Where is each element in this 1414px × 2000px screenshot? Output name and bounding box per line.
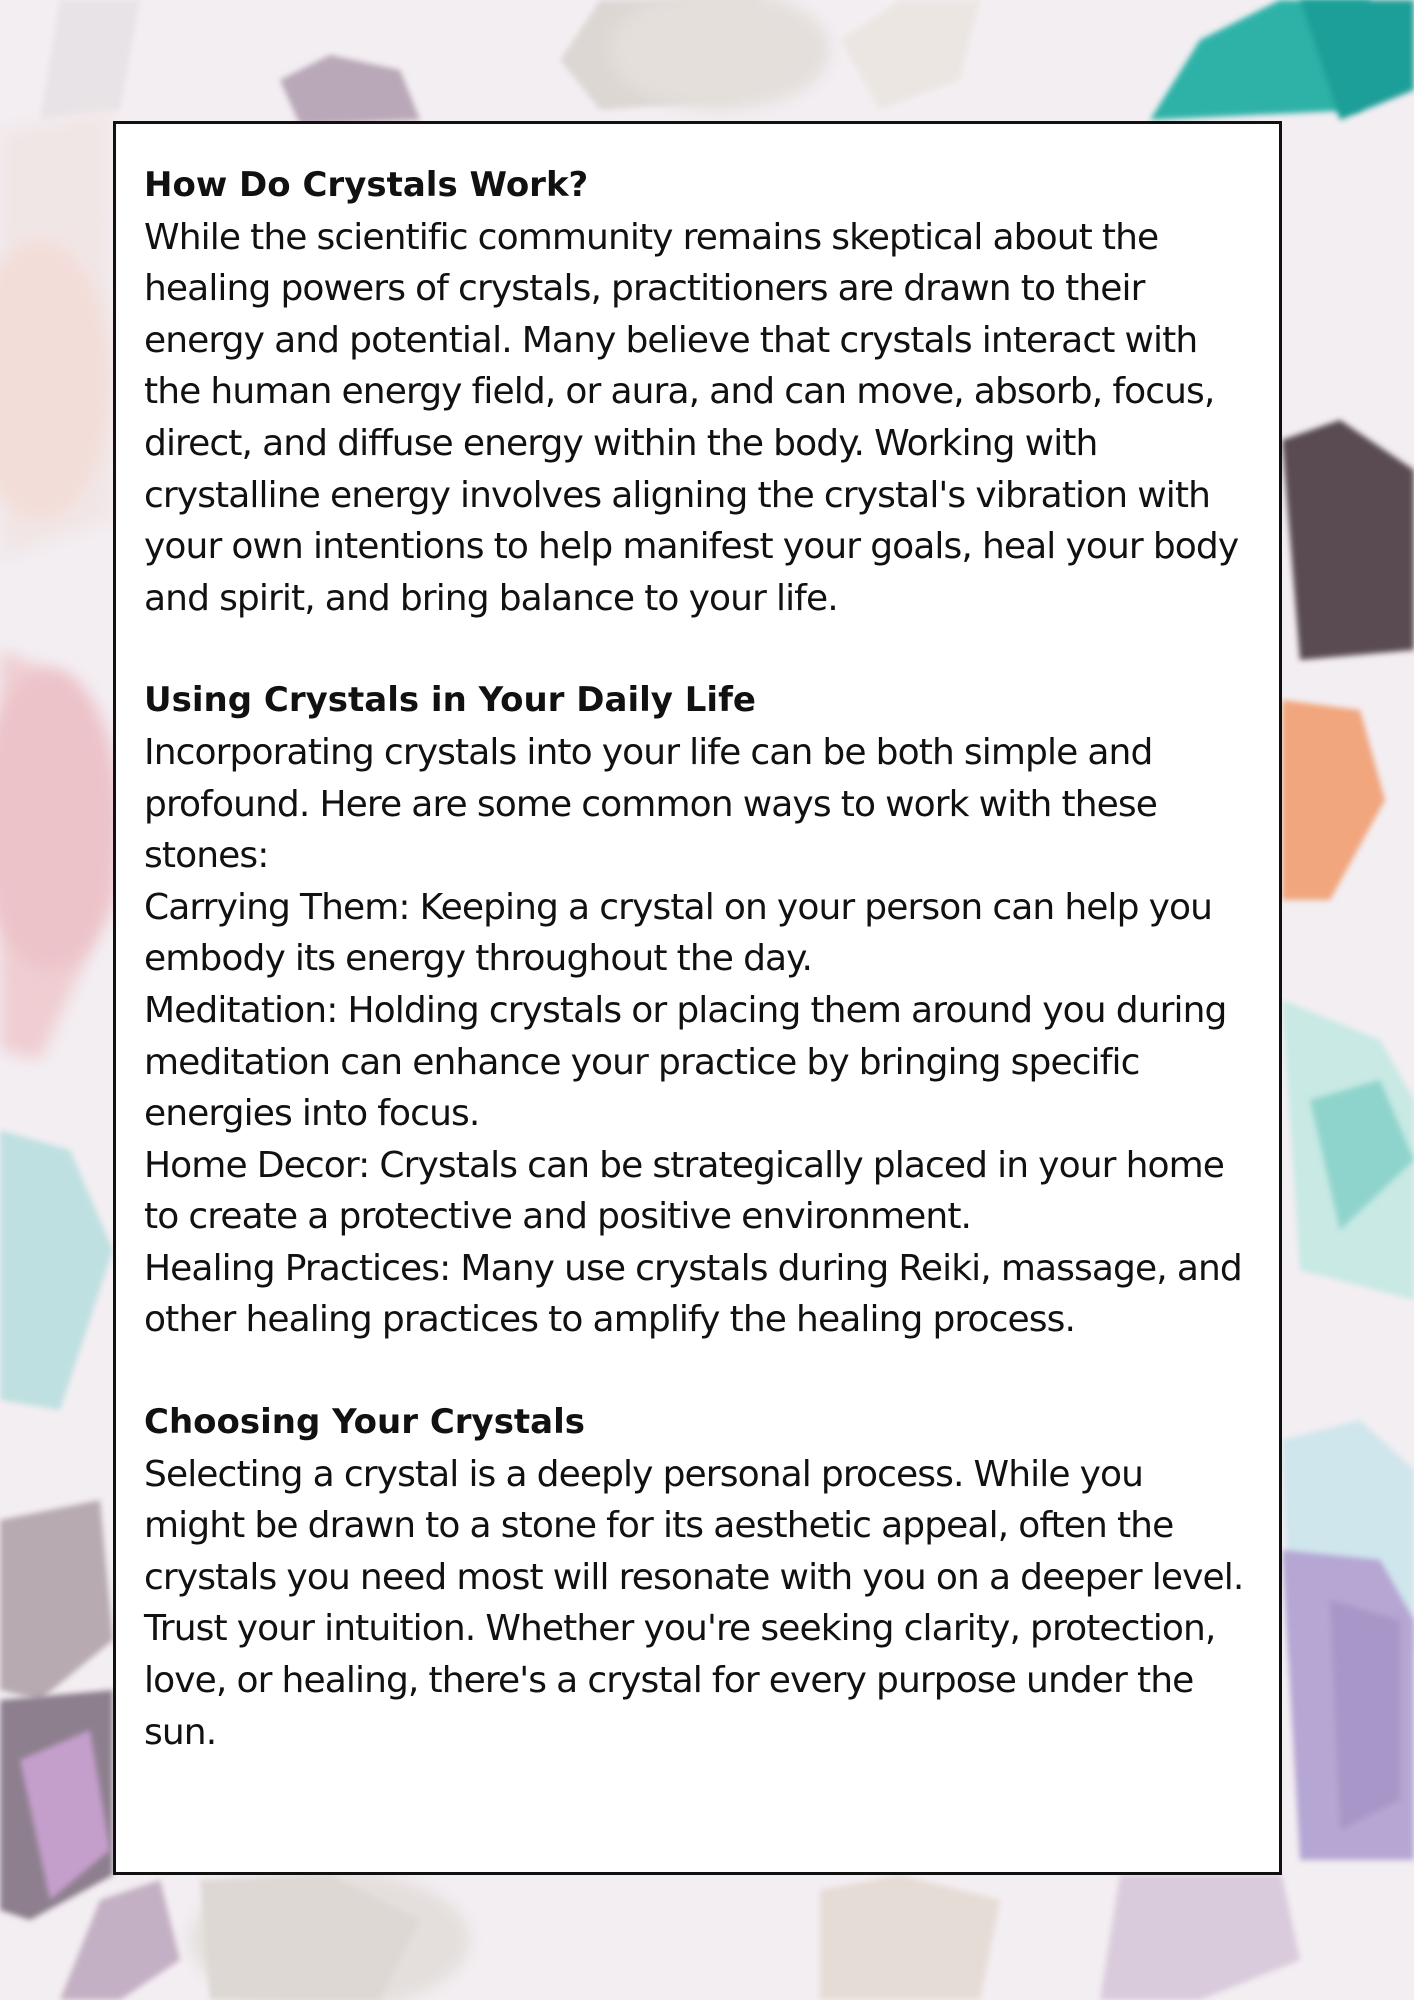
section-paragraph: Selecting a crystal is a deeply personal process. While you might be drawn to a stone for its aesthetic appeal, often the crystals you need most will resonate with you on a deeper level. Trust your intuition. Whether you're seeking clarity, protection, love, or healing, there's a crystal for every purpose under the sun. [144, 1453, 1244, 1753]
content-card [113, 121, 1282, 1875]
section-paragraph: Carrying Them: Keeping a crystal on your person can help you embody its energy throughout the day. [144, 886, 1213, 980]
section-heading: How Do Crystals Work? [144, 165, 589, 205]
section-daily-life [144, 675, 1253, 1346]
section-how-crystals-work [144, 160, 1253, 624]
section-paragraph: While the scientific community remains skeptical about the healing powers of crystals, practitioners are drawn to their energy and potential. Many believe that crystals interact with the human energy field, or aura, and can move, absorb, focus, direct, and diffuse energy within the body. Working with crystalline energy involves aligning the crystal's vibration with your own intentions to help manifest your goals, heal your body and spirit, and bring balance to your life. [144, 216, 1239, 619]
section-paragraph: Incorporating crystals into your life can be both simple and profound. Here are some common ways to work with these stones: [144, 731, 1157, 877]
section-heading: Choosing Your Crystals [144, 1402, 586, 1443]
section-paragraph: Healing Practices: Many use crystals during Reiki, massage, and other healing practices to amplify the healing process. [144, 1247, 1242, 1341]
section-paragraph: Home Decor: Crystals can be strategically placed in your home to create a protective and positive environment. [144, 1144, 1225, 1238]
section-heading: Using Crystals in Your Daily Life [144, 680, 756, 721]
section-choosing-crystals [144, 1397, 1253, 1758]
section-paragraph: Meditation: Holding crystals or placing them around you during meditation can enhance your practice by bringing specific energies into focus. [144, 989, 1227, 1135]
